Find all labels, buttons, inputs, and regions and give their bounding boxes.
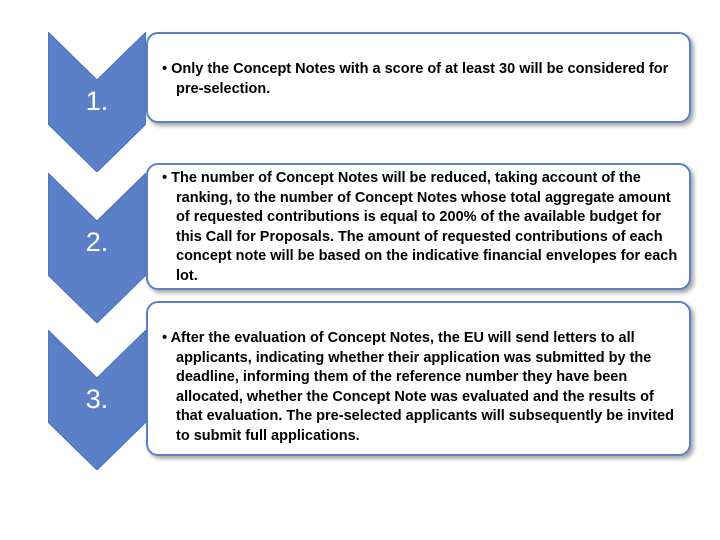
step-1-number: 1. xyxy=(85,86,109,116)
step-3-text: • After the evaluation of Concept Notes, the EU will send letters to all applicants, indicating whether their application was submitted by the deadline, informing them of the reference number they have been allocated, whether the Concept Note was evaluated and the results of that evaluation. The pre-selected applicants will subsequently be invited to submit full applications. xyxy=(162,330,674,444)
step-2-text: • The number of Concept Notes will be reduced, taking account of the ranking, to the number of Concept Notes whose total aggregate amount of requested contributions is equal to 200% of the available budget for this Call for Proposals. The amount of requested contributions of each concept note will be based on the indicative financial envelopes for each lot. xyxy=(162,170,678,284)
step-3-number: 3. xyxy=(85,384,109,414)
step-2-number: 2. xyxy=(85,227,109,257)
step-2-box xyxy=(146,163,691,290)
step-3-box xyxy=(146,301,691,456)
step-1-box xyxy=(146,32,691,123)
step-1-text: • Only the Concept Notes with a score of at least 30 will be considered for pre-selection. xyxy=(162,61,669,97)
